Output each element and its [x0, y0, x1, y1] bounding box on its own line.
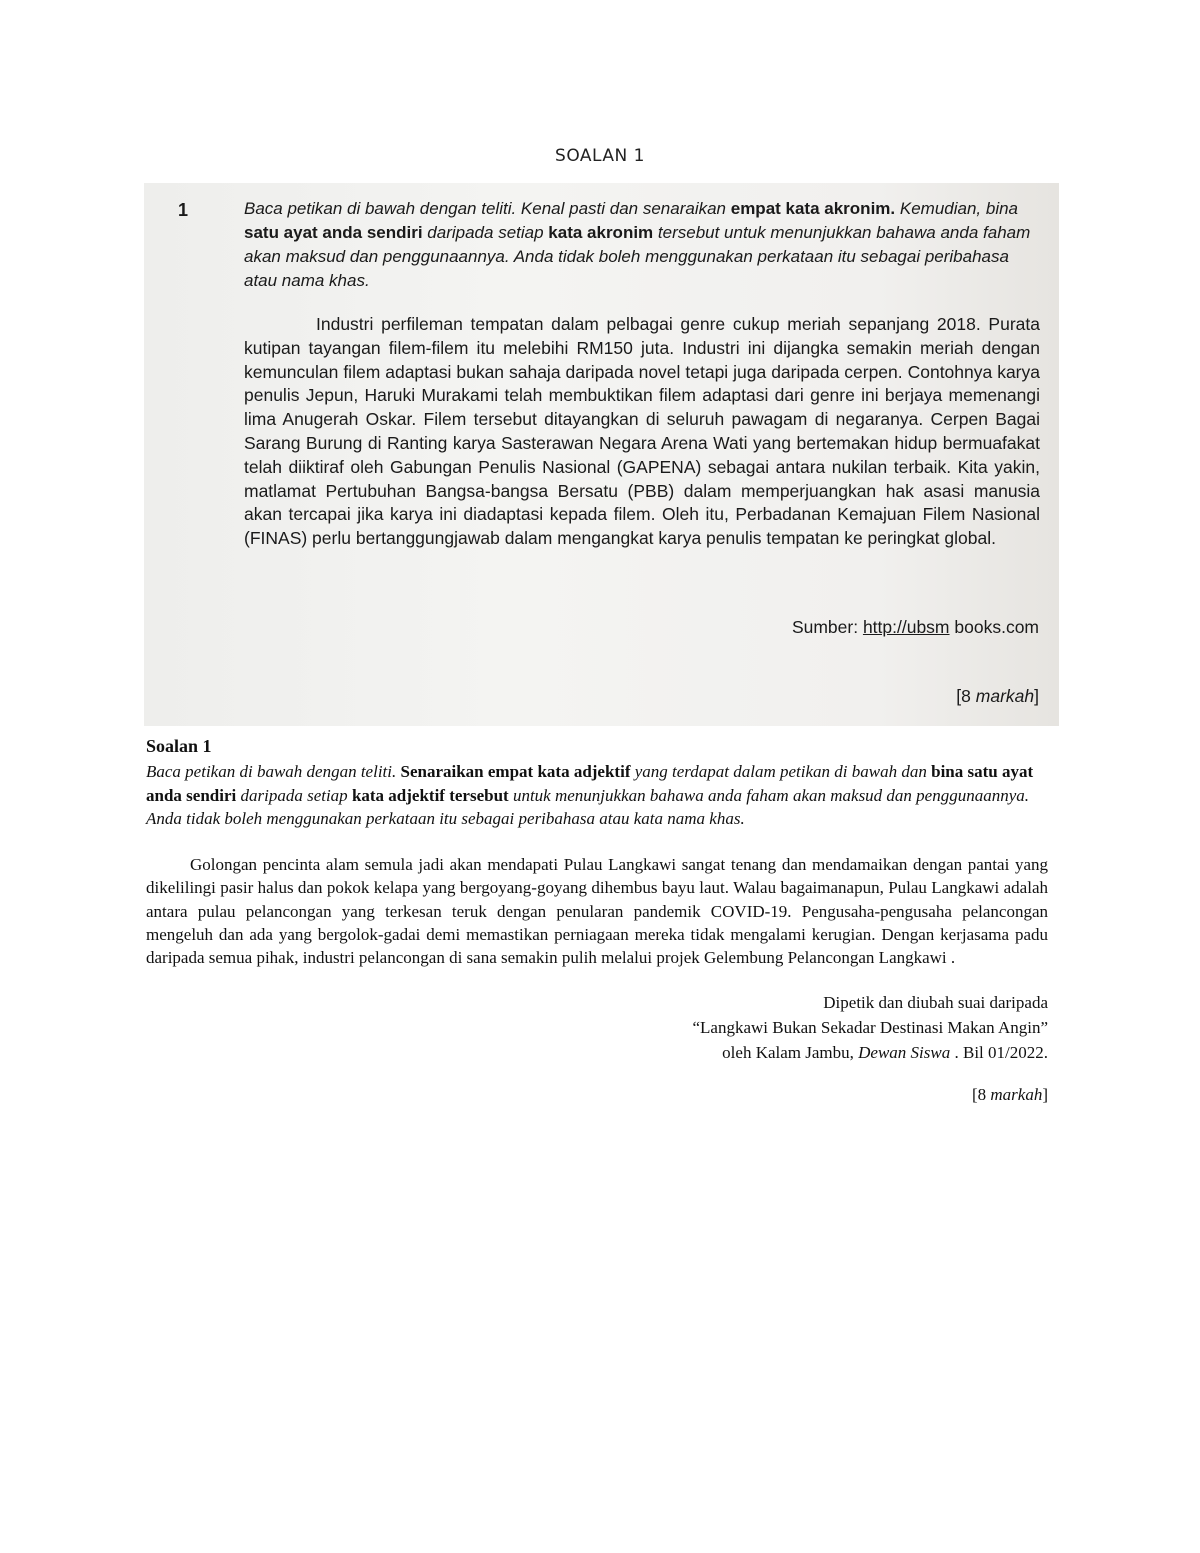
source-suffix: books.com — [949, 617, 1039, 637]
source-label: Sumber: — [791, 617, 863, 637]
instruction-emphasis: empat kata akronim. — [730, 199, 896, 218]
page-title: SOALAN 1 — [555, 146, 645, 166]
marks-label — [956, 686, 1039, 707]
instruction-text: Baca petikan di bawah dengan teliti. Kenal pasti dan senaraikan — [244, 199, 731, 218]
instruction-text: Kemudian, bina — [895, 199, 1019, 218]
question-heading: Soalan 1 — [146, 736, 212, 756]
marks-word: markah — [975, 686, 1035, 706]
instruction-text: Baca petikan di bawah dengan teliti. — [146, 762, 401, 781]
question-section — [146, 734, 1048, 1105]
marks-word: markah — [990, 1084, 1043, 1104]
question-number: 1 — [178, 200, 189, 220]
question-instruction — [146, 760, 1048, 831]
instruction-emphasis: Senaraikan empat kata adjektif — [400, 762, 631, 781]
credit-line — [146, 1040, 1048, 1065]
instruction-text: tersebut untuk menunjukkan bahawa anda faham akan maksud dan penggunaannya. Anda tidak boleh menggunakan perkataan itu sebagai peribahasa atau nama khas. — [244, 223, 1031, 290]
instruction-text: untuk menunjukkan bahawa anda faham akan maksud dan penggunaannya. Anda tidak boleh menggunakan perkataan itu sebagai peribahasa atau kata nama khas. — [146, 785, 1030, 829]
instruction-emphasis: satu ayat anda sendiri — [244, 223, 423, 242]
marks-label — [146, 1085, 1048, 1105]
passage-text: Golongan pencinta alam semula jadi akan mendapati Pulau Langkawi sangat tenang dan mendamaikan dengan pantai yang dikelilingi pasir halus dan pokok kelapa yang bergoyang-goyang dihembus bayu laut. Walau bagaimanapun, Pulau Langkawi adalah antara pulau pelancongan yang terkesan teruk dengan penularan pandemik COVID-19. Pengusaha-pengusaha pelancongan mengeluh dan ada yang bergolok-gadai demi memastikan perniagaan mereka tidak mengalami kerugian. Dengan kerjasama padu daripada semua pihak, industri pelancongan di sana semakin pulih melalui projek Gelembung Pelancongan Langkawi . — [146, 854, 1048, 968]
instruction-text: yang terdapat dalam petikan di bawah dan — [630, 762, 932, 781]
source-citation — [792, 617, 1039, 638]
marks-close: ] — [1034, 686, 1039, 706]
passage-text: Industri perfileman tempatan dalam pelbagai genre cukup meriah sepanjang 2018. Purata kutipan tayangan filem-filem itu melebihi RM150 juta. Industri ini dijangka semakin meriah dengan kemunculan filem adaptasi bukan sahaja daripada novel tetapi juga daripada cerpen. Contohnya karya penulis Jepun, Haruki Murakami telah membuktikan filem adaptasi dari genre ini berjaya memenangi lima Anugerah Oskar. Filem tersebut ditayangkan di seluruh pawagam di negaranya. Cerpen Bagai Sarang Burung di Ranting karya Sasterawan Negara Arena Wati yang bertemakan hidup bermuafakat telah diiktiraf oleh Gabungan Penulis Nasional (GAPENA) sebagai antara nukilan terbaik. Kita yakin, matlamat Pertubuhan Bangsa-bangsa Bersatu (PBB) dalam memperjuangkan hak asasi manusia akan tercapai jika karya ini diadaptasi kepada filem. Oleh itu, Perbadanan Kemajuan Filem Nasional (FINAS) perlu bertanggungjawab dalam mengangkat karya penulis tempatan ke peringkat global. — [244, 314, 1040, 549]
passage — [146, 853, 1048, 970]
marks-open: [8 — [956, 686, 976, 706]
instruction-emphasis: kata adjektif tersebut — [351, 785, 509, 805]
question-instruction — [244, 197, 1040, 293]
credit-issue: . Bil 01/2022. — [950, 1042, 1048, 1062]
credit-line: Dipetik dan diubah suai daripada — [823, 992, 1048, 1012]
marks-close: ] — [1042, 1084, 1048, 1104]
instruction-emphasis: bina satu ayat anda sendiri — [146, 762, 1034, 805]
credit-author: oleh Kalam Jambu, — [722, 1042, 859, 1062]
marks-open: [8 — [971, 1084, 991, 1104]
instruction-text: daripada setiap — [422, 223, 549, 242]
instruction-emphasis: kata akronim — [548, 223, 654, 242]
source-citation — [146, 990, 1048, 1065]
passage — [244, 313, 1040, 551]
scanned-question-excerpt — [144, 183, 1059, 726]
instruction-text: daripada setiap — [236, 785, 352, 805]
source-link[interactable]: http://ubsm — [862, 617, 950, 637]
credit-publication: Dewan Siswa — [858, 1042, 951, 1062]
credit-line: “Langkawi Bukan Sekadar Destinasi Makan Angin” — [692, 1017, 1048, 1037]
